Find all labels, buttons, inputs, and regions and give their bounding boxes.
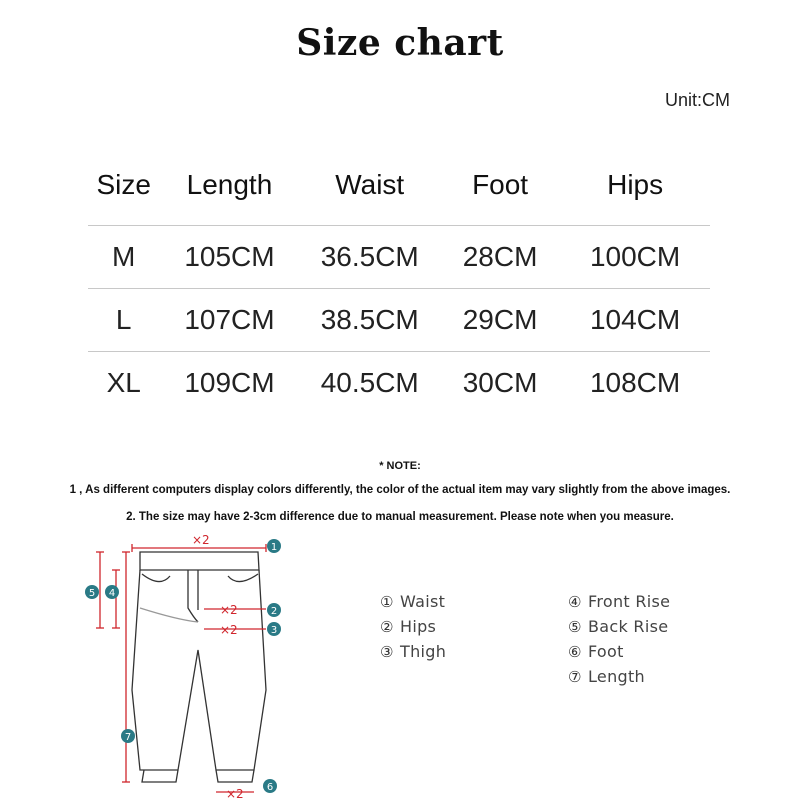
cell-foot: 30CM [462,367,538,398]
note-title: * NOTE: [379,460,421,472]
svg-text:7: 7 [124,732,132,743]
pants-diagram [70,530,310,800]
legend-item-thigh: ③ Thigh [380,642,447,661]
marker-3 [267,622,281,636]
table-header-row [88,145,710,226]
cell-hips: 108CM [589,367,681,398]
legend-item-foot: ⑥ Foot [568,642,624,661]
svg-text:3: 3 [270,625,278,636]
svg-text:6: 6 [266,782,274,793]
cell-hips: 100CM [560,226,710,289]
header-waist: Waist [300,145,440,226]
header-hips: Hips [560,145,710,226]
header-size: Size [88,145,159,226]
marker-7 [121,729,135,743]
marker-5 [85,585,99,599]
cell-length: 107CM [159,289,299,352]
marker-2 [267,603,281,617]
multiplier-waist: ×2 [192,533,210,547]
note-line-1: 1 , As different computers display colors differently, the color of the actual item may vary slightly from the above images. [69,484,731,496]
cell-waist: 36.5CM [300,226,440,289]
multiplier-thigh: ×2 [220,623,238,637]
cell-length: 109CM [184,367,275,398]
pants-outline [132,552,266,782]
legend-item-hips: ② Hips [380,617,437,636]
legend-item-length: ⑦ Length [568,667,645,686]
cell-foot: 28CM [440,226,560,289]
cell-length: 105CM [159,226,299,289]
marker-6 [263,779,277,793]
multiplier-foot: ×2 [226,787,244,800]
legend-item-front-rise: ④ Front Rise [568,592,671,611]
legend-item-waist: ① Waist [380,592,446,611]
legend-item-back-rise: ⑤ Back Rise [568,617,669,636]
marker-1 [267,539,281,553]
header-length: Length [159,145,299,226]
cell-waist: 38.5CM [300,289,440,352]
cell-size: XL [106,367,141,398]
cell-hips: 104CM [560,289,710,352]
header-foot: Foot [440,145,560,226]
svg-text:4: 4 [108,588,116,599]
multiplier-labels [192,533,244,800]
cell-size: L [88,289,159,352]
marker-4 [105,585,119,599]
svg-text:5: 5 [88,588,96,599]
svg-text:2: 2 [270,606,278,617]
table-row [88,352,710,415]
cell-waist: 40.5CM [320,367,419,398]
svg-text:1: 1 [270,542,278,553]
page-title: Size chart [296,22,504,64]
table-row [88,289,710,352]
unit-label: Unit:CM [664,90,730,110]
cell-size: M [88,226,159,289]
size-table [88,145,710,414]
table-row [88,226,710,289]
multiplier-hips: ×2 [220,603,238,617]
note-line-2: 2. The size may have 2-3cm difference due to manual measurement. Please note when you measure. [126,511,674,523]
cell-foot: 29CM [440,289,560,352]
